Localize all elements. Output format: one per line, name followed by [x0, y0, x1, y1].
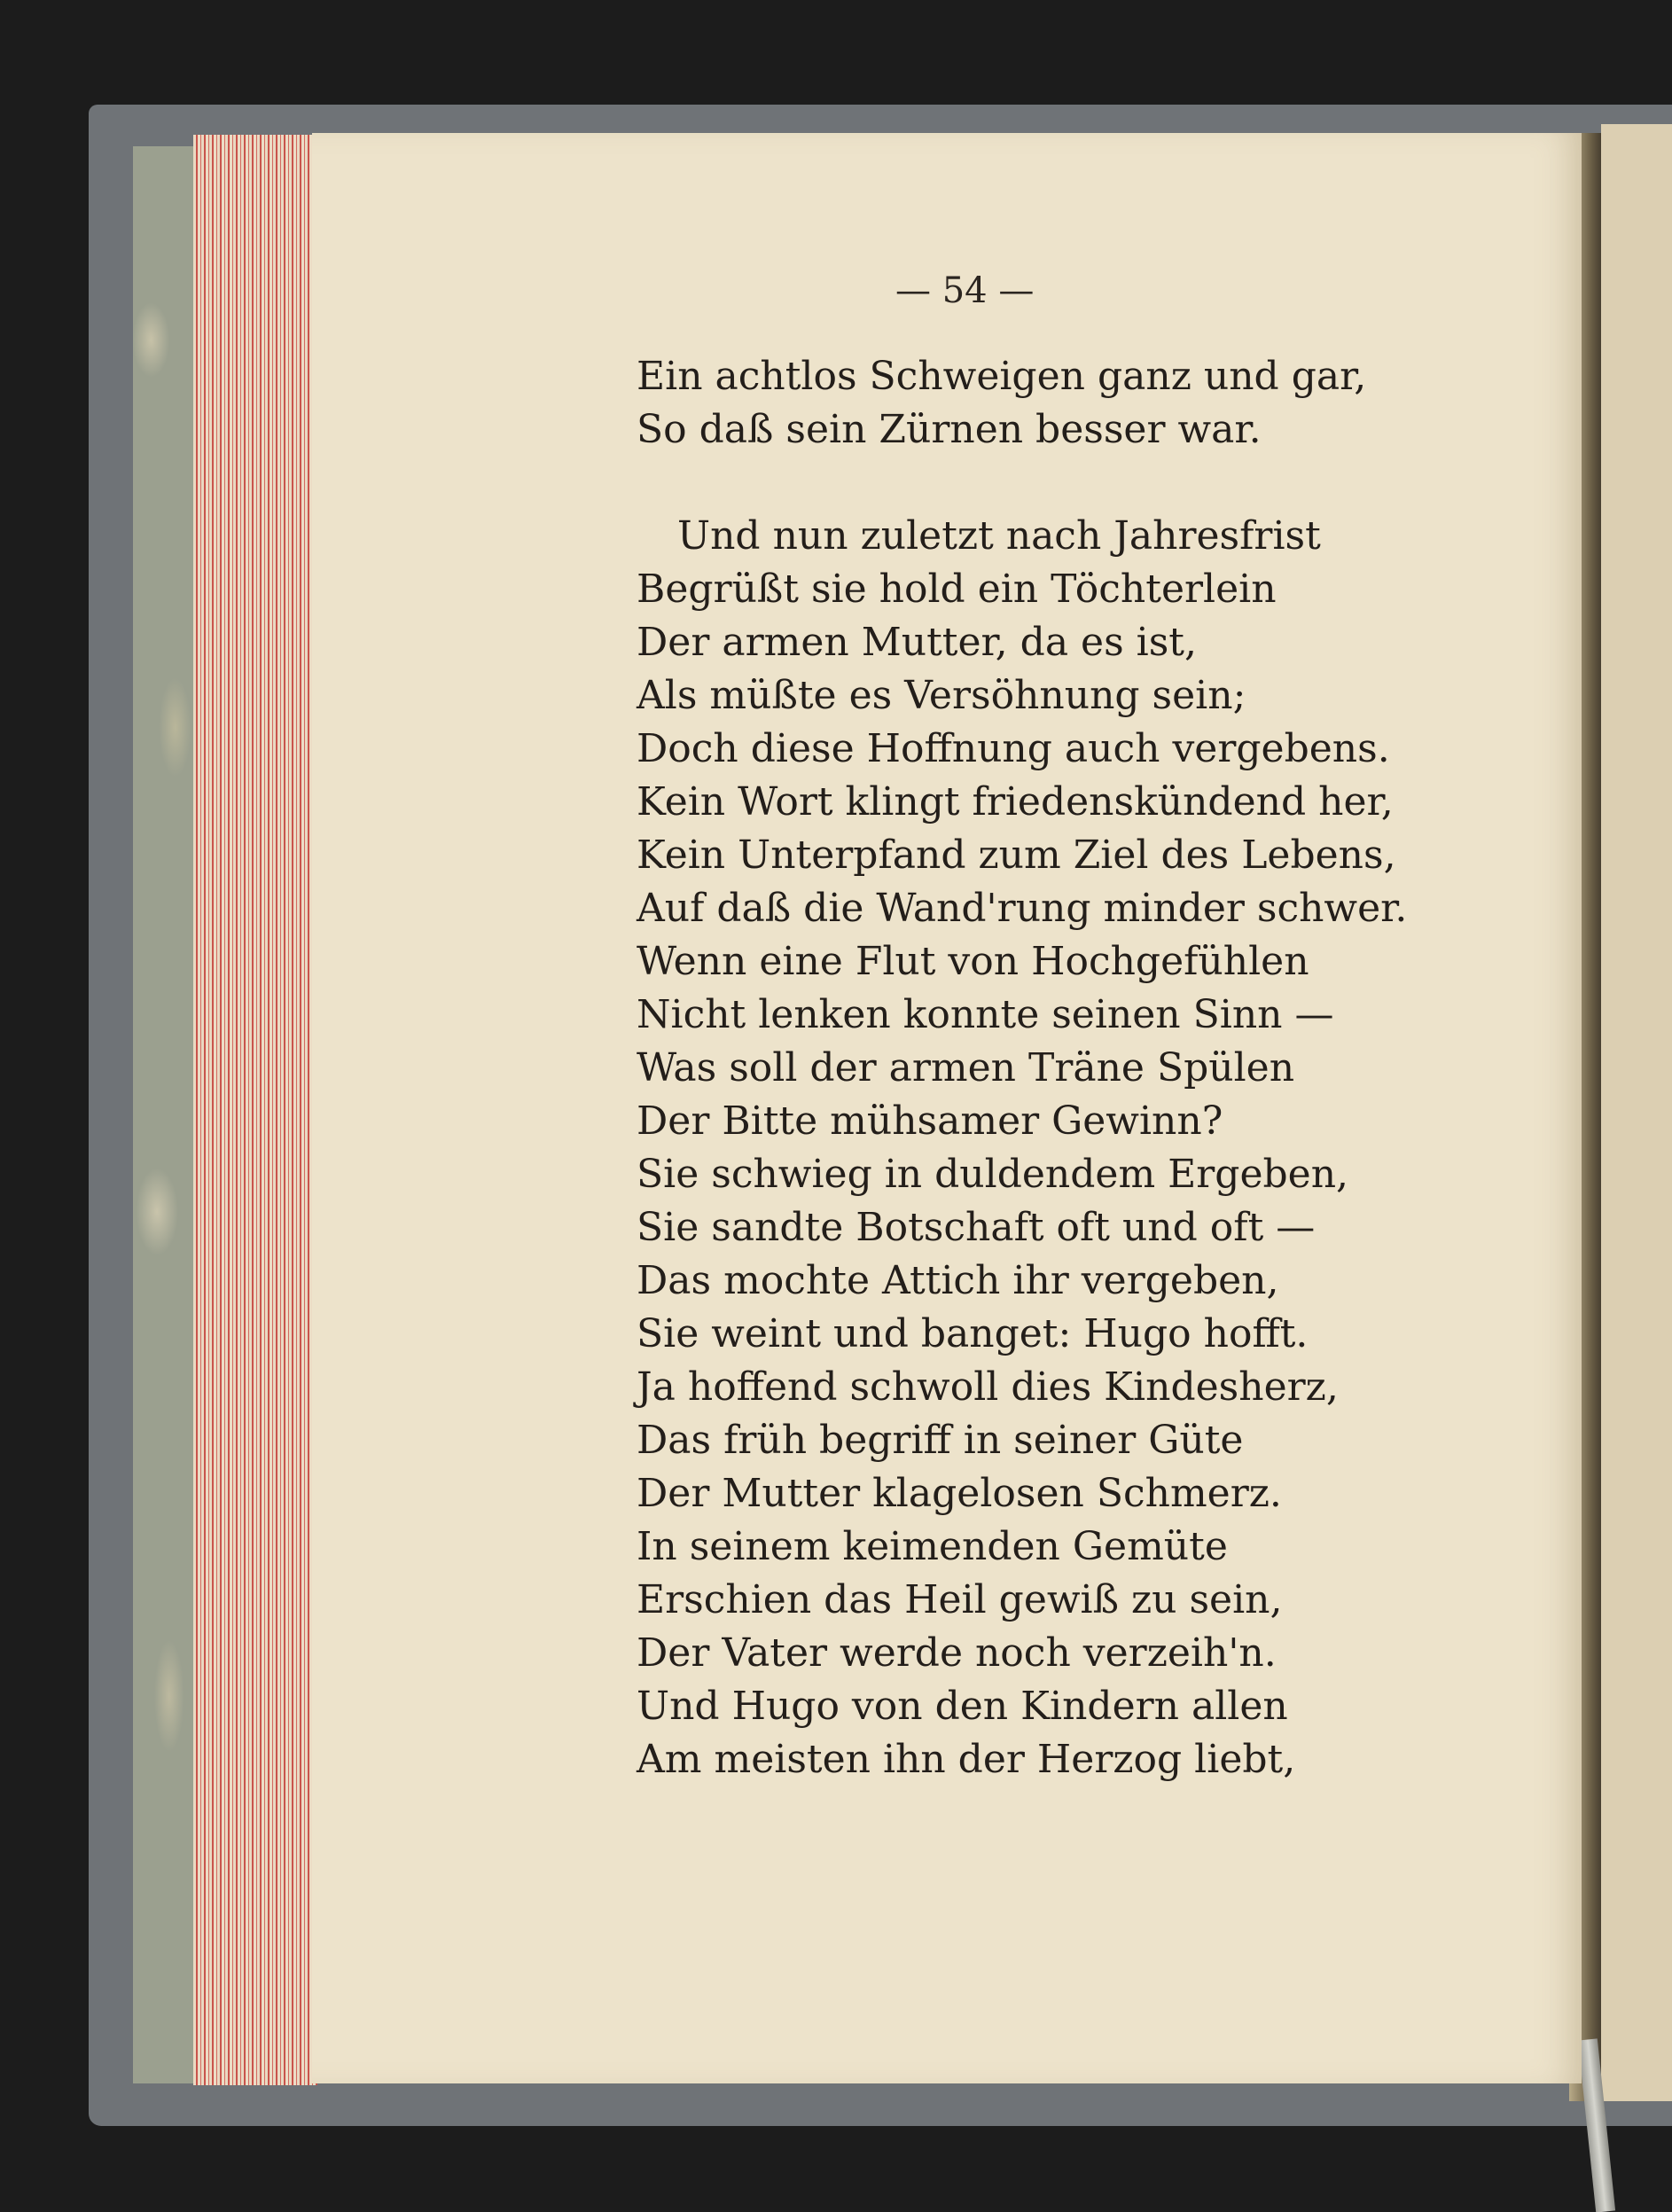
page-edges [193, 135, 317, 2085]
verse-line: Das früh begriff in seiner Güte [637, 1418, 1244, 1463]
verse-line: Ein achtlos Schweigen ganz und gar, [637, 354, 1367, 399]
verse-line: Sie schwieg in duldendem Ergeben, [637, 1152, 1349, 1197]
marbled-endpaper [133, 146, 193, 2083]
verse-line: In seinem keimenden Gemüte [637, 1524, 1228, 1569]
page-number: — 54 — [895, 270, 1035, 311]
verse-line: Ja hoffend schwoll dies Kindesherz, [637, 1364, 1339, 1410]
verse-line: Erschien das Heil gewiß zu sein, [637, 1577, 1283, 1622]
verse-line: Als müßte es Versöhnung sein; [637, 673, 1246, 718]
verse-line: Sie weint und banget: Hugo hofft. [637, 1311, 1309, 1356]
verse-line: Wenn eine Flut von Hochgefühlen [637, 939, 1309, 984]
verse-line: Am meisten ihn der Herzog liebt, [637, 1737, 1296, 1782]
facing-page-edge [1601, 124, 1672, 2101]
verse-line: Begrüßt sie hold ein Töchterlein [637, 567, 1277, 612]
verse-line: So daß sein Zürnen besser war. [637, 407, 1262, 452]
poem-text [637, 350, 1567, 1786]
verse-line: Nicht lenken konnte seinen Sinn — [637, 992, 1334, 1037]
verse-line: Und Hugo von den Kindern allen [637, 1684, 1288, 1729]
verse-line: Und nun zuletzt nach Jahresfrist [677, 513, 1321, 559]
stanza [637, 350, 1567, 457]
verse-line: Der Mutter klagelosen Schmerz. [637, 1471, 1282, 1516]
verse-line: Doch diese Hoffnung auch vergebens. [637, 726, 1390, 771]
verse-line: Sie sandte Botschaft oft und oft — [637, 1205, 1316, 1250]
verse-line: Der armen Mutter, da es ist, [637, 620, 1197, 665]
verse-line: Der Bitte mühsamer Gewinn? [637, 1098, 1223, 1144]
verse-line: Was soll der armen Träne Spülen [637, 1045, 1295, 1090]
verse-line: Der Vater werde noch verzeih'n. [637, 1630, 1277, 1676]
verse-line: Auf daß die Wand'rung minder schwer. [637, 886, 1408, 931]
verse-line: Das mochte Attich ihr vergeben, [637, 1258, 1279, 1303]
verse-line: Kein Wort klingt friedenskündend her, [637, 779, 1394, 825]
stanza [637, 510, 1567, 1786]
verse-line: Kein Unterpfand zum Ziel des Lebens, [637, 832, 1396, 878]
